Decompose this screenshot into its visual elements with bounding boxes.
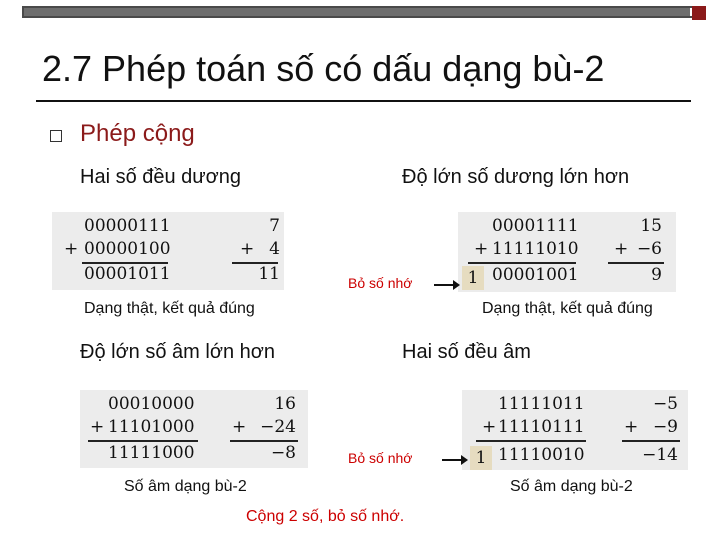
q1-sum-box (52, 212, 284, 290)
q3-bin-1: 11101000 (108, 417, 195, 437)
top-bar-fill (24, 8, 690, 16)
q2-dec-sum-line (608, 262, 664, 264)
top-bar-square (692, 6, 706, 20)
q2-sign-1: + (614, 239, 629, 259)
q2-dec-1: −6 (636, 239, 662, 259)
q2-bin-2: 00001001 (492, 265, 579, 285)
q3-caption: Số âm dạng bù-2 (124, 478, 247, 495)
q3-dec-0: 16 (274, 394, 296, 414)
q4-heading: Hai số đều âm (402, 341, 531, 363)
q3-dec-sum-line (230, 440, 298, 442)
q2-op-1: + (474, 239, 489, 259)
q1-caption: Dạng thật, kết quả đúng (84, 300, 255, 317)
q4-dec-0: −5 (652, 394, 678, 414)
q4-carry-bit: 1 (470, 446, 492, 470)
q4-sum-box (462, 390, 688, 470)
q3-bin-2: 11111000 (108, 443, 195, 463)
q2-heading: Độ lớn số dương lớn hơn (402, 166, 630, 188)
top-decoration-bar (22, 6, 706, 18)
q4-op-1: + (482, 417, 497, 437)
q2-carry-bit: 1 (462, 266, 484, 290)
q3-heading: Độ lớn số âm lớn hơn (80, 341, 275, 363)
q1-bin-2: 00001011 (84, 264, 171, 284)
bullet-text: Phép cộng (80, 120, 195, 147)
q1-sign-1: + (240, 239, 255, 259)
q1-bin-1: 00000100 (84, 239, 171, 259)
q4-carry-label: Bỏ số nhớ (348, 450, 413, 466)
slide-title: 2.7 Phép toán số có dấu dạng bù-2 (42, 48, 605, 89)
q3-dec-1: −24 (260, 417, 296, 437)
q3-sign-1: + (232, 417, 247, 437)
q1-dec-0: 7 (269, 216, 280, 236)
q4-bin-sum-line (476, 440, 586, 442)
q2-dec-2: 9 (651, 265, 662, 285)
q3-op-1: + (90, 417, 105, 437)
q4-bin-2: 11110010 (498, 445, 585, 465)
q2-bin-1: 11111010 (492, 239, 579, 259)
q4-dec-2: −14 (642, 445, 678, 465)
q2-carry-label: Bỏ số nhớ (348, 275, 413, 291)
q2-dec-0: 15 (640, 216, 662, 236)
q4-carry-arrow-icon (442, 459, 462, 461)
q3-sum-box (80, 390, 308, 468)
q1-dec-2: 11 (258, 264, 280, 284)
footer-note: Cộng 2 số, bỏ số nhớ. (246, 508, 405, 525)
title-underline (36, 100, 691, 102)
q3-bin-sum-line (88, 440, 198, 442)
bullet-square-icon (50, 130, 62, 142)
q1-bin-0: 00000111 (84, 216, 171, 236)
q2-bin-sum-line (468, 262, 576, 264)
q1-heading: Hai số đều dương (80, 166, 242, 188)
q4-bin-0: 11111011 (498, 394, 585, 414)
q1-dec-1: 4 (269, 239, 280, 259)
q4-bin-1: 11110111 (498, 417, 585, 437)
q4-dec-1: −9 (652, 417, 678, 437)
q4-dec-sum-line (622, 440, 680, 442)
q1-op-1: + (64, 239, 79, 259)
q3-bin-0: 00010000 (108, 394, 195, 414)
q4-caption: Số âm dạng bù-2 (510, 478, 633, 495)
q2-caption: Dạng thật, kết quả đúng (482, 300, 653, 317)
q4-sign-1: + (624, 417, 639, 437)
q3-dec-2: −8 (270, 443, 296, 463)
q2-sum-box (458, 212, 676, 292)
q2-bin-0: 00001111 (492, 216, 579, 236)
q2-carry-arrow-icon (434, 284, 454, 286)
